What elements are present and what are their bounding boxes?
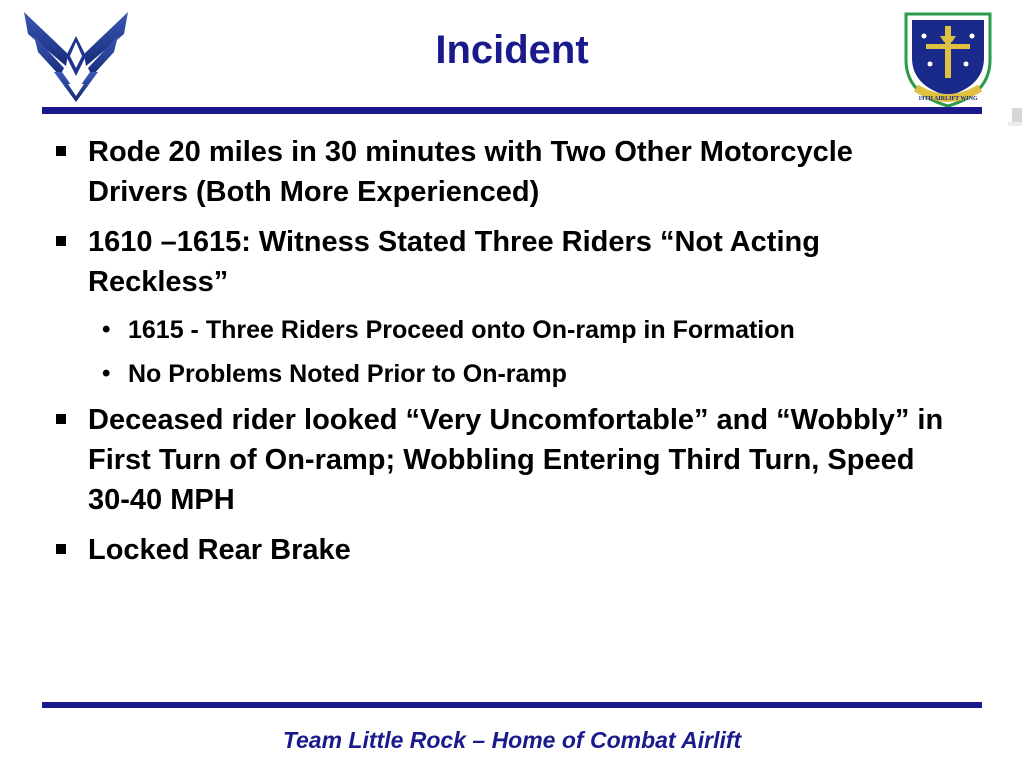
bullet-list: [50, 132, 950, 580]
top-divider: [42, 107, 982, 114]
square-bullet-icon: [56, 544, 66, 554]
bullet-text: Deceased rider looked “Very Uncomfortable” and “Wobbly” in First Turn of On-ramp; Wobbling Entering Third Turn, Speed 30-40 MPH: [88, 404, 944, 516]
dot-bullet-icon: •: [102, 316, 111, 343]
bottom-divider: [42, 702, 982, 708]
square-bullet-icon: [56, 146, 66, 156]
edge-marker-shadow: [1008, 122, 1022, 126]
bullet-text: 1610 –1615: Witness Stated Three Riders “Not Acting Reckless”: [88, 226, 820, 298]
square-bullet-icon: [56, 236, 66, 246]
sub-bullet-text: No Problems Noted Prior to On-ramp: [128, 360, 567, 388]
right-logo-text: 19TH AIRLIFT WING: [918, 96, 978, 102]
bullet-text: Locked Rear Brake: [88, 534, 351, 566]
sub-bullet-item: [50, 312, 950, 348]
bullet-item: [50, 530, 950, 570]
bullet-item: [50, 400, 950, 520]
sub-bullet-text: 1615 - Three Riders Proceed onto On-ramp in Formation: [128, 316, 795, 344]
bullet-item: [50, 222, 950, 302]
slide-title: Incident: [435, 28, 589, 72]
square-bullet-icon: [56, 414, 66, 424]
dot-bullet-icon: •: [102, 360, 111, 387]
bullet-item: [50, 132, 950, 212]
bullet-text: Rode 20 miles in 30 minutes with Two Other Motorcycle Drivers (Both More Experienced): [88, 136, 853, 208]
footer-tagline: Team Little Rock – Home of Combat Airlift: [282, 727, 742, 753]
sub-bullet-item: [50, 356, 950, 392]
edge-marker: [1012, 108, 1022, 122]
